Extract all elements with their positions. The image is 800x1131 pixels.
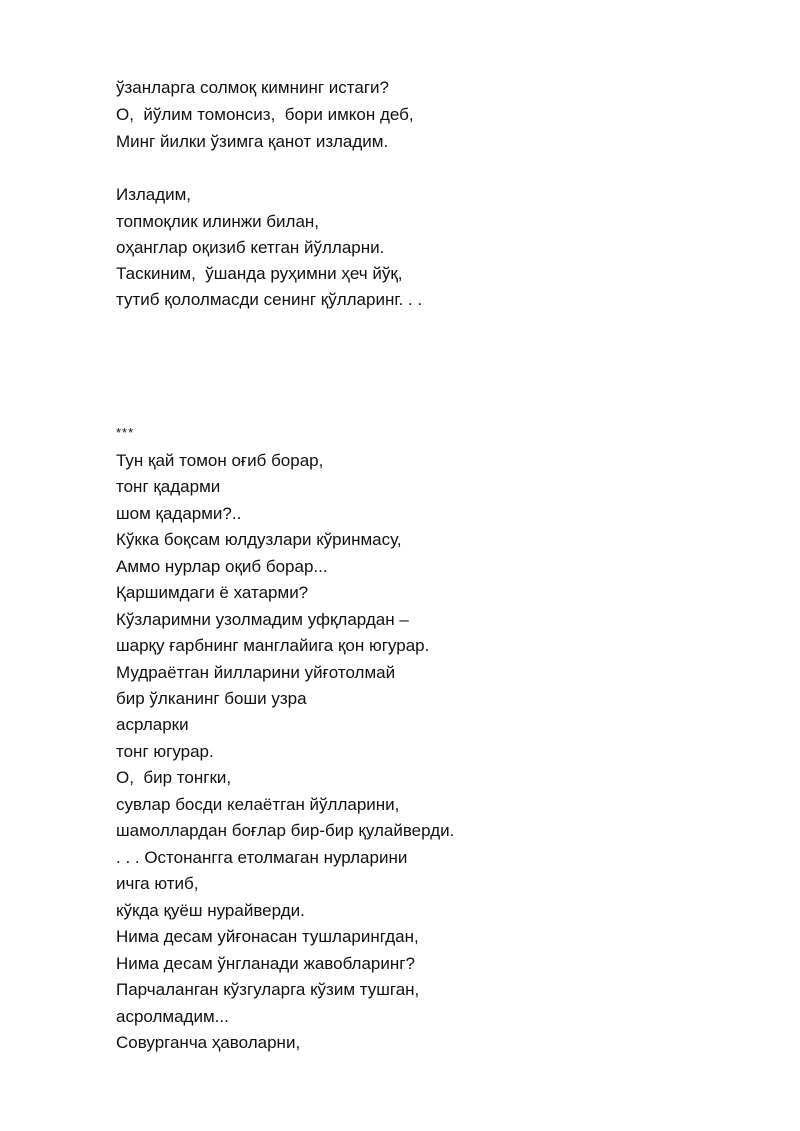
poem-line: Кўзларимни узолмадим уфқлардан – — [116, 610, 409, 629]
poem-line: сувлар босди келаётган йўлларини, — [116, 795, 400, 814]
poem-line: О, йўлим томонсиз, бори имкон деб, — [116, 105, 414, 124]
poem-line: топмоқлик илинжи билан, — [116, 212, 320, 231]
poem-line: Мудраётган йилларини уйғотолмай — [116, 663, 396, 682]
poem-line: Таскиним, ўшанда руҳимни ҳеч йўқ, — [116, 264, 403, 283]
poem-line: Нима десам уйғонасан тушларингдан, — [116, 927, 419, 946]
poem-line: бир ўлканинг боши узра — [116, 689, 307, 708]
poem-line: Қаршимдаги ё хатарми? — [116, 583, 309, 602]
poem-line: оҳанглар оқизиб кетган йўлларни. — [116, 238, 385, 257]
poem-line: Нима десам ўнгланади жавобларинг? — [116, 954, 415, 973]
poem-line: ўзанларга солмоқ кимнинг истаги? — [116, 78, 389, 97]
poem-line: Изладим, — [116, 185, 192, 204]
poem-line: ичга ютиб, — [116, 874, 199, 893]
section-separator: *** — [116, 425, 135, 440]
poem-line: тонг югурар. — [116, 742, 214, 761]
poem-line: Парчаланган кўзгуларга кўзим тушган, — [116, 980, 420, 999]
poem-line: Минг йилки ўзимга қанот изладим. — [116, 132, 389, 151]
poem-line: . . . Остонангга етолмаган нурларини — [116, 848, 408, 867]
poem-line: тонг қадарми — [116, 477, 221, 496]
poem-line: асрларки — [116, 715, 189, 734]
poem-line: шамоллардан боғлар бир-бир қулайверди. — [116, 821, 455, 840]
poem-line: кўкда қуёш нурайверди. — [116, 901, 305, 920]
poem-line: Тун қай томон оғиб борар, — [116, 451, 324, 470]
poem-line: асролмадим... — [116, 1007, 229, 1026]
poem-line: О, бир тонгки, — [116, 768, 232, 787]
poem-line: Аммо нурлар оқиб борар... — [116, 557, 328, 576]
poem-line: тутиб қололмасди сенинг қўлларинг. . . — [116, 290, 423, 309]
poem-line: шом қадарми?.. — [116, 504, 242, 523]
poem-line: шарқу ғарбнинг манглайига қон югурар. — [116, 636, 430, 655]
poem-line: Кўкка боқсам юлдузлари кўринмасу, — [116, 530, 402, 549]
poem-line: Совурганча ҳаволарни, — [116, 1033, 301, 1052]
